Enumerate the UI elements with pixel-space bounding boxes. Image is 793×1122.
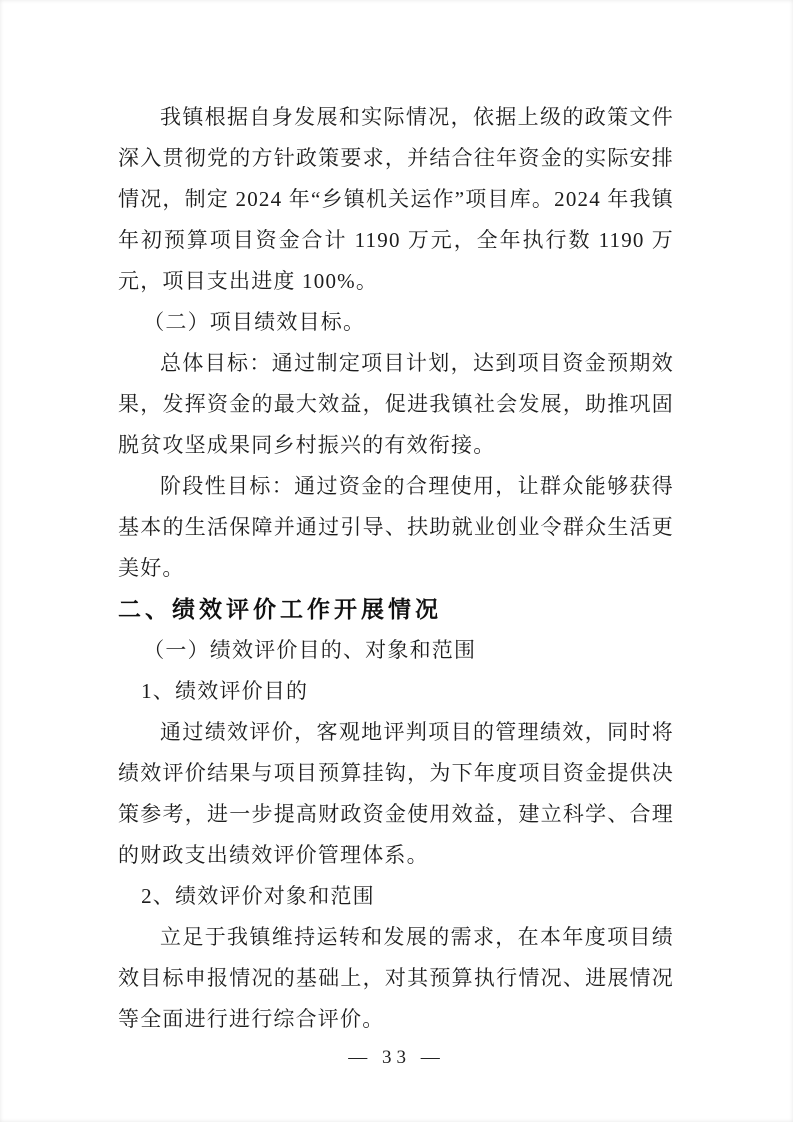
document-body	[118, 97, 674, 1040]
numbered-heading-evaluation-purpose: 1、绩效评价目的	[141, 679, 309, 703]
paragraph-overall-goal: 总体目标：通过制定项目计划，达到项目资金预期效果，发挥资金的最大效益，促进我镇社会发展，助推巩固脱贫攻坚成果同乡村振兴的有效衔接。	[118, 351, 674, 457]
section-heading-evaluation-work: 二、绩效评价工作开展情况	[118, 596, 442, 622]
subheading-project-performance-goals: （二）项目绩效目标。	[143, 310, 366, 334]
page-number: — 33 —	[348, 1047, 445, 1068]
paragraph-evaluation-object-scope: 立足于我镇维持运转和发展的需求，在本年度项目绩效目标申报情况的基础上，对其预算执行情况、进展情况等全面进行进行综合评价。	[118, 925, 674, 1031]
paragraph-evaluation-purpose: 通过绩效评价，客观地评判项目的管理绩效，同时将绩效评价结果与项目预算挂钩，为下年度项目资金提供决策参考，进一步提高财政资金使用效益，建立科学、合理的财政支出绩效评价管理体系。	[118, 720, 674, 867]
paragraph-project-overview: 我镇根据自身发展和实际情况，依据上级的政策文件深入贯彻党的方针政策要求，并结合往年资金的实际安排情况，制定 2024 年“乡镇机关运作”项目库。2024 年我镇年初预算项目资金合计 1190 万元，全年执行数 1190 万元，项目支出进度 100%。	[118, 105, 674, 293]
subheading-purpose-object-scope: （一）绩效评价目的、对象和范围	[143, 638, 477, 662]
paragraph-stage-goal: 阶段性目标：通过资金的合理使用，让群众能够获得基本的生活保障并通过引导、扶助就业创业令群众生活更美好。	[118, 474, 674, 580]
numbered-heading-evaluation-object-scope: 2、绩效评价对象和范围	[141, 884, 375, 908]
